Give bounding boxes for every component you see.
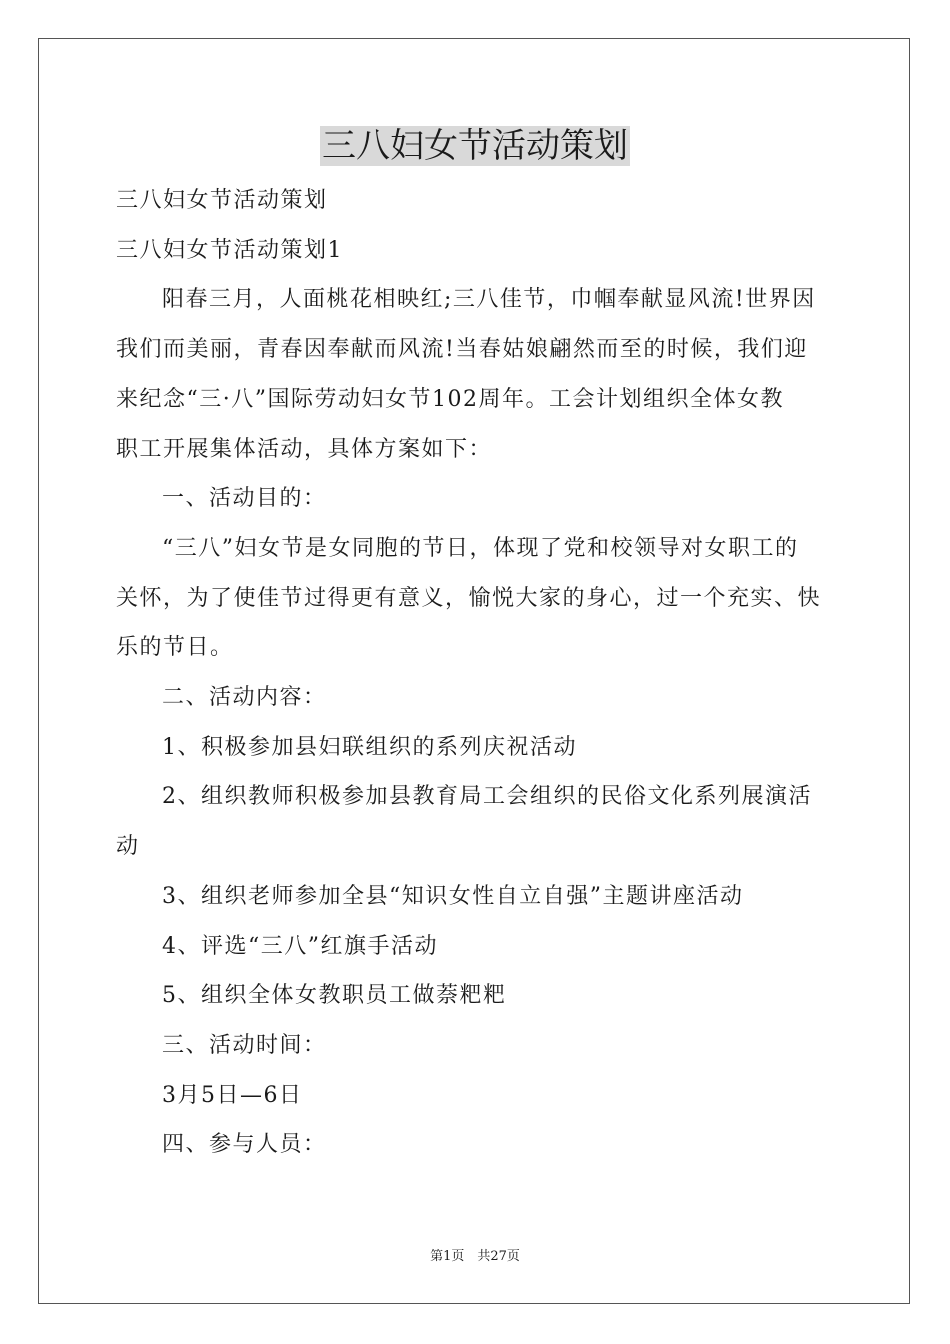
section-heading: 二、活动内容： <box>162 685 327 711</box>
section-heading: 四、参与人员： <box>162 1132 327 1158</box>
list-item: 2、组织教师积极参加县教育局工会组织的民俗文化系列展演活 <box>162 784 812 810</box>
body-line: 来纪念“三·八”国际劳动妇女节102周年。工会计划组织全体女教 <box>116 386 784 412</box>
list-item-continuation: 动 <box>116 834 140 860</box>
body-line: 三八妇女节活动策划 <box>116 188 328 213</box>
body-line: 三八妇女节活动策划1 <box>116 237 343 263</box>
body-line: 关怀，为了使佳节过得更有意义，愉悦大家的身心，过一个充实、快 <box>116 585 822 611</box>
document-body <box>116 176 836 1170</box>
list-item: 4、评选“三八”红旗手活动 <box>162 933 438 959</box>
body-line: 3月5日—6日 <box>162 1082 303 1108</box>
section-heading: 三、活动时间： <box>162 1032 327 1058</box>
body-line: 我们而美丽，青春因奉献而风流!当春姑娘翩然而至的时候，我们迎 <box>116 337 808 363</box>
list-item: 3、组织老师参加全县“知识女性自立自强”主题讲座活动 <box>162 883 744 909</box>
body-line: 职工开展集体活动，具体方案如下： <box>116 436 493 462</box>
section-heading: 一、活动目的： <box>162 486 327 512</box>
list-item: 5、组织全体女教职员工做萘粑粑 <box>162 983 507 1009</box>
body-line: 阳春三月，人面桃花相映红;三八佳节，巾帼奉献显风流!世界因 <box>162 287 816 313</box>
document-title <box>0 124 950 168</box>
body-line: 乐的节日。 <box>116 635 234 661</box>
body-line: “三八”妇女节是女同胞的节日，体现了党和校领导对女职工的 <box>162 535 799 561</box>
document-title-text: 三八妇女节活动策划 <box>322 126 628 166</box>
list-item: 1、积极参加县妇联组织的系列庆祝活动 <box>162 734 577 760</box>
page-footer: 第1页 共27页 <box>430 1249 520 1264</box>
